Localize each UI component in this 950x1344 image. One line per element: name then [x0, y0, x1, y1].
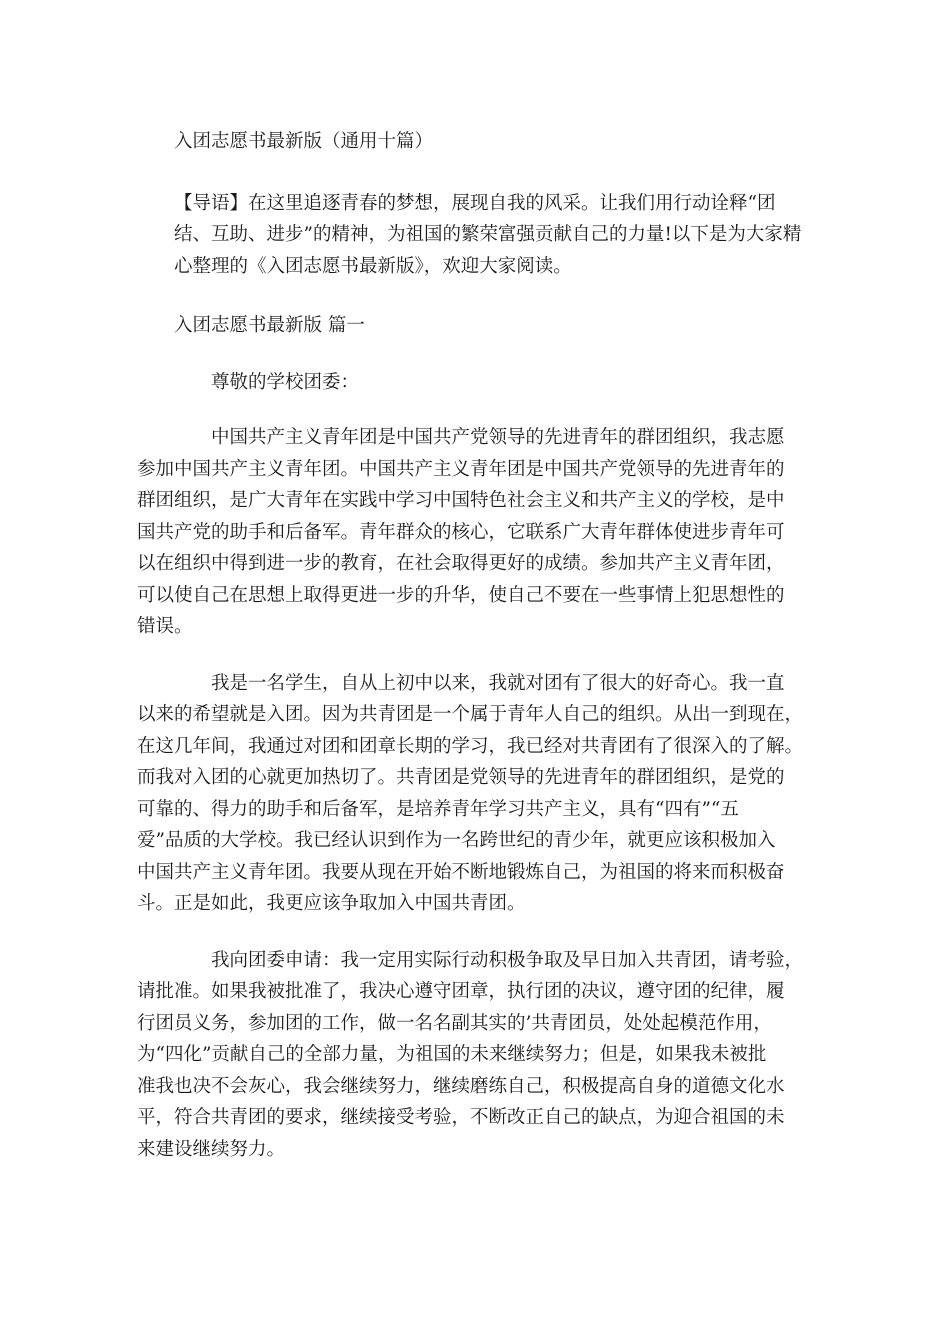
paragraph-line: 在这几年间，我通过对团和团章长期的学习，我已经对共青团有了很深入的了解。	[137, 735, 804, 757]
paragraph-line: 群团组织，是广大青年在实践中学习中国特色社会主义和共产主义的学校，是中	[137, 490, 785, 511]
paragraph-line: 可以使自己在思想上取得更进一步的升华，使自己不要在一些事情上犯思想性的	[137, 584, 785, 606]
intro-line: 结、互助、进步”的精神，为祖国的繁荣富强贡献自己的力量!以下是为大家精	[174, 224, 802, 245]
paragraph-line: 准我也决不会灰心，我会继续努力，继续磨练自己，积极提高自身的道德文化水	[137, 1075, 785, 1097]
section-heading: 入团志愿书最新版 篇一	[174, 315, 365, 336]
paragraph-line: 错误。	[137, 616, 193, 637]
paragraph-line: 以来的希望就是入团。因为共青团是一个属于青年人自己的组织。从出一到现在，	[137, 704, 804, 725]
paragraph-line: 行团员义务，参加团的工作，做一名名副其实的’共青团员，处处起模范作用，	[137, 1012, 772, 1034]
paragraph-line: 以在组织中得到进一步的教育，在社会取得更好的成绩。参加共产主义青年团，	[137, 553, 785, 574]
paragraph-line: 国共产党的助手和后备军。青年群众的核心，它联系广大青年群体使进步青年可	[137, 521, 785, 543]
paragraph-line: 我是一名学生，自从上初中以来，我就对团有了很大的好奇心。我一直	[211, 672, 785, 694]
paragraph-line: 爱”品质的大学校。我已经认识到作为一名跨世纪的青少年，就更应该积极加入	[137, 830, 776, 851]
document-page	[137, 126, 813, 1165]
paragraph-line: 而我对入团的心就更加热切了。共青团是党领导的先进青年的群团组织，是党的	[137, 767, 785, 788]
paragraph-line: 中国共产主义青年团是中国共产党领导的先进青年的群团组织，我志愿	[211, 427, 785, 448]
paragraph-line: 请批准。如果我被批准了，我决心遵守团章，执行团的决议，遵守团的纪律，履	[137, 981, 785, 1002]
paragraph-line: 平，符合共青团的要求，继续接受考验，不断改正自己的缺点，为迎合祖国的未	[137, 1107, 785, 1128]
salutation: 尊敬的学校团委：	[211, 371, 360, 393]
body-paragraph-3	[137, 945, 813, 1166]
body-paragraph-1	[137, 422, 813, 643]
paragraph-line: 来建设继续努力。	[137, 1138, 286, 1160]
document-title: 入团志愿书最新版（通用十篇）	[174, 131, 434, 152]
paragraph-line: 我向团委申请：我一定用实际行动积极争取及早日加入共青团，请考验，	[211, 949, 804, 971]
paragraph-line: 为“四化”贡献自己的全部力量，为祖国的未来继续努力；但是，如果我未被批	[137, 1044, 767, 1065]
paragraph-line: 斗。正是如此，我更应该争取加入中国共青团。	[137, 893, 526, 914]
paragraph-line: 可靠的、得力的助手和后备军，是培养青年学习共产主义，具有“四有”“五	[137, 798, 739, 820]
paragraph-line: 参加中国共产主义青年团。中国共产主义青年团是中国共产党领导的先进青年的	[137, 458, 785, 480]
paragraph-line: 中国共产主义青年团。我要从现在开始不断地锻炼自己，为祖国的将来而积极奋	[137, 861, 785, 883]
intro-line: 【导语】在这里追逐青春的梦想，展现自我的风采。让我们用行动诠释“团	[174, 192, 776, 214]
body-paragraph-2	[137, 668, 813, 920]
intro-line: 心整理的《入团志愿书最新版》，欢迎大家阅读。	[174, 255, 572, 277]
intro-block	[137, 188, 813, 283]
